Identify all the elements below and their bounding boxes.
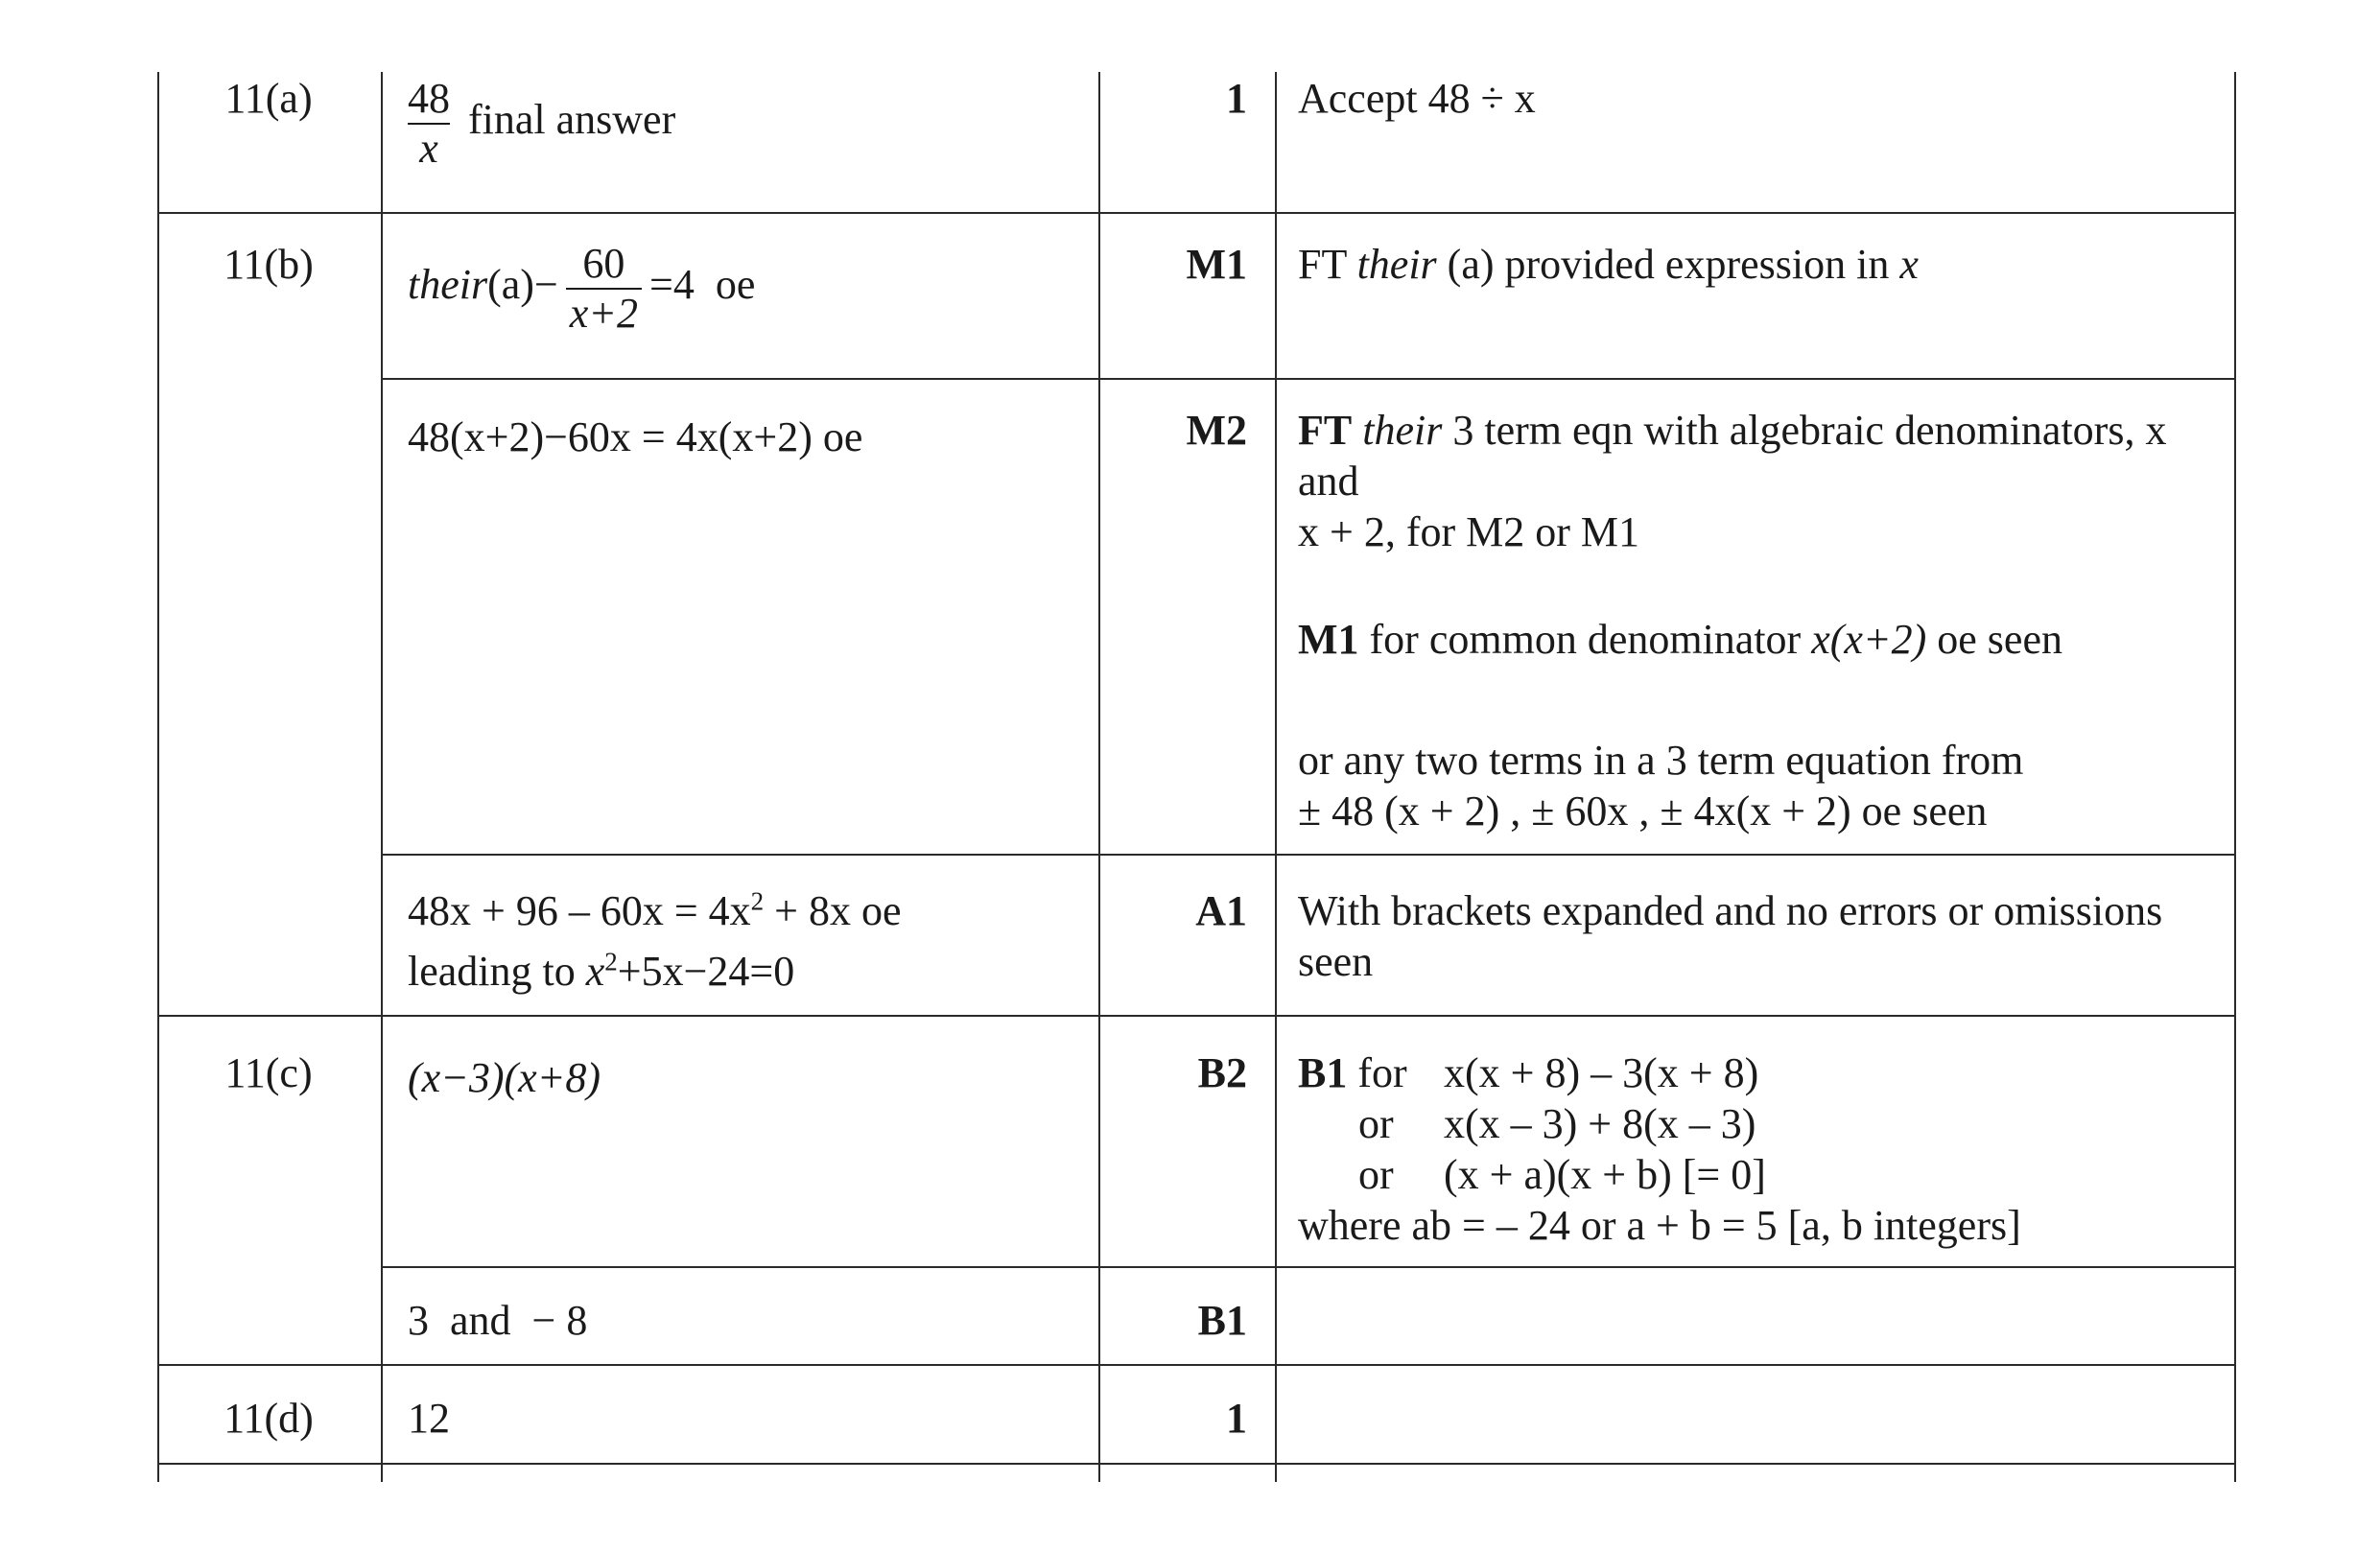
fraction-numerator: 48 [408,75,450,122]
fraction-numerator: 60 [582,240,625,287]
exponent: 2 [604,947,618,976]
fraction-60-over-x-plus-2 [566,240,642,338]
ft-label: FT [1298,241,1347,288]
for-word: for [1357,1049,1407,1096]
fraction-denominator [566,288,642,338]
note-11b-a1-line1: With brackets expanded and no errors or omissions [1298,887,2163,934]
note-11b-m1 [1298,239,1919,290]
their-word: their [408,261,488,309]
note-11a [1298,73,1536,124]
note-text: oe seen [1937,616,2062,663]
variable-x: x [585,948,605,995]
note-11b-m1-alt [1298,614,2062,665]
fraction-denominator-expr: x+2 [569,290,639,337]
mark-11c-b2: B2 [1197,1049,1247,1096]
note-text: for common denominator [1369,616,1802,663]
question-label-11d: 11(d) [224,1395,314,1442]
row-divider-d-next [157,1463,2236,1465]
equation-text: + 8x oe [774,887,902,934]
variable-x: x [1899,241,1919,288]
equation-text: +5x−24=0 [617,948,795,995]
fraction-denominator-var: x [419,125,438,172]
note-11b-m2-line3: x + 2, for M2 or M1 [1298,508,1640,555]
question-label-11b: 11(b) [224,241,314,288]
grid-line-marks [1098,72,1100,1482]
question-label-11a: 11(a) [224,75,313,122]
answer-11b-step3-line2 [408,946,794,997]
answer-11c-roots: 3 and − 8 [408,1297,588,1344]
exponent: 2 [750,886,765,916]
mark-11c-b1: B1 [1197,1297,1247,1344]
note-11b-terms: ± 48 (x + 2) , ± 60x , ± 4x(x + 2) oe seen [1298,788,1988,835]
factorised-expr: (x−3)(x+8) [408,1054,601,1101]
mark-11a: 1 [1226,75,1247,122]
note-11c-where: where ab = – 24 or a + b = 5 [a, b integers] [1298,1202,2021,1249]
their-word: their [1356,241,1437,288]
fraction-denominator [408,123,450,173]
note-11b-or-line: or any two terms in a 3 term equation from [1298,737,2024,784]
leading-to-text: leading to [408,948,576,995]
mark-11b-m2: M2 [1186,407,1247,454]
note-11b-m2-line2: and [1298,458,1359,505]
note-11b-m2-line1 [1298,405,2166,456]
row-divider-a-b [157,212,2236,214]
equation-text: 48(x+2)−60x = 4x(x+2) oe [408,413,863,460]
answer-11d: 12 [408,1395,450,1442]
oe-label: oe [715,261,756,309]
row-divider-c1-c2 [381,1266,2236,1268]
answer-11a [408,75,675,173]
their-word: their [1362,407,1443,454]
answer-11b-step3-line1 [408,885,901,936]
note-11a-text: Accept 48 ÷ x [1298,75,1536,122]
note-11c-expr3: (x + a)(x + b) [= 0] [1444,1151,1766,1198]
note-11b-a1-line2: seen [1298,938,1374,985]
grid-line-answer [381,72,383,1482]
question-label-11c: 11(c) [224,1049,313,1096]
mark-11b-a1: A1 [1195,887,1247,934]
answer-11c-factorised [408,1052,601,1103]
note-text: 3 term eqn with algebraic denominators, x [1452,407,2167,454]
answer-11b-step1 [408,240,755,338]
note-11c-line1 [1298,1047,1407,1098]
row-divider-b1-b2 [381,378,2236,380]
note-text: (a) provided expression in [1447,241,1890,288]
grid-line-notes [1275,72,1277,1482]
note-11c-expr2: x(x – 3) + 8(x – 3) [1444,1100,1756,1147]
note-11c-or-1: or [1358,1100,1394,1147]
mark-11b-m1: M1 [1186,241,1247,288]
row-divider-b-c [157,1015,2236,1017]
denominator-expr: x(x+2) [1811,616,1927,663]
grid-line-right [2234,72,2236,1482]
row-divider-c-d [157,1364,2236,1366]
part-a-ref: (a) [487,261,534,309]
answer-suffix: final answer [468,96,676,144]
note-11c-expr1: x(x + 8) – 3(x + 8) [1444,1049,1759,1096]
equation-text: 48x + 96 – 60x = 4x [408,887,751,934]
b1-label: B1 [1298,1049,1348,1096]
m1-label: M1 [1298,616,1359,663]
answer-11b-step2 [408,412,862,462]
equals-four: =4 [649,261,695,309]
mark-11d: 1 [1226,1395,1247,1442]
row-divider-b2-b3 [381,854,2236,856]
note-11c-or-2: or [1358,1151,1394,1198]
fraction-48-over-x [408,75,450,173]
minus-sign: − [533,261,558,309]
ft-label: FT [1298,407,1353,454]
